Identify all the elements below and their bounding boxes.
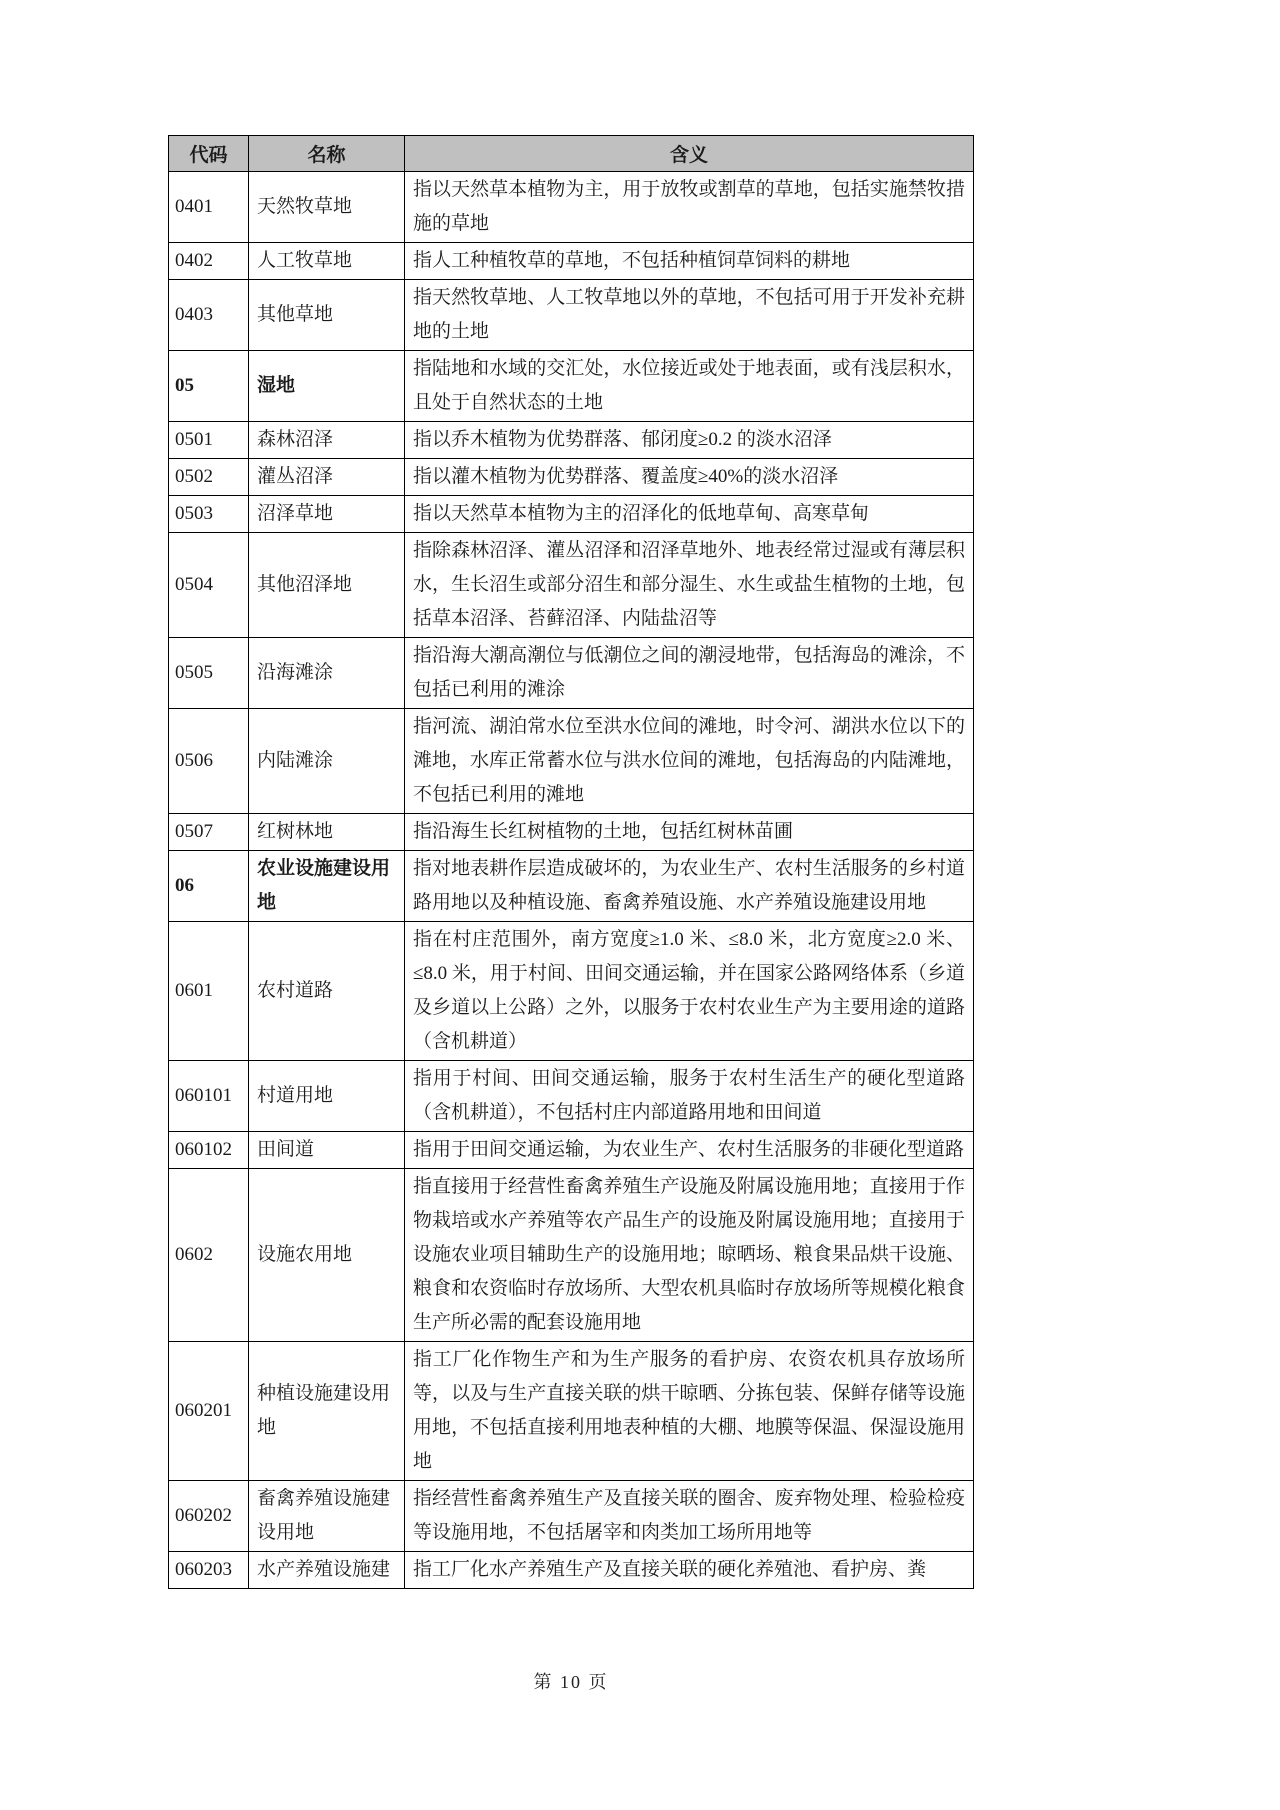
meaning-cell: 指用于村间、田间交通运输，服务于农村生活生产的硬化型道路（含机耕道），不包括村庄内部道路用地和田间道 — [405, 1061, 974, 1132]
table-row — [169, 1061, 974, 1132]
code-cell: 0502 — [169, 459, 249, 496]
table-row — [169, 638, 974, 709]
code-cell: 0506 — [169, 709, 249, 814]
meaning-cell: 指用于田间交通运输，为农业生产、农村生活服务的非硬化型道路 — [405, 1132, 974, 1169]
meaning-cell: 指以天然草本植物为主的沼泽化的低地草甸、高寒草甸 — [405, 496, 974, 533]
table-container — [168, 135, 974, 1589]
name-cell: 灌丛沼泽 — [249, 459, 405, 496]
code-cell: 06 — [169, 851, 249, 922]
name-cell: 人工牧草地 — [249, 243, 405, 280]
meaning-cell: 指河流、湖泊常水位至洪水位间的滩地，时令河、湖洪水位以下的滩地，水库正常蓄水位与洪水位间的滩地，包括海岛的内陆滩地，不包括已利用的滩地 — [405, 709, 974, 814]
name-cell: 种植设施建设用地 — [249, 1342, 405, 1481]
table-row — [169, 709, 974, 814]
meaning-cell: 指天然牧草地、人工牧草地以外的草地，不包括可用于开发补充耕地的土地 — [405, 280, 974, 351]
meaning-cell: 指除森林沼泽、灌丛沼泽和沼泽草地外、地表经常过湿或有薄层积水，生长沼生或部分沼生和部分湿生、水生或盐生植物的土地，包括草本沼泽、苔藓沼泽、内陆盐沼等 — [405, 533, 974, 638]
code-cell: 060202 — [169, 1481, 249, 1552]
meaning-cell: 指经营性畜禽养殖生产及直接关联的圈舍、废弃物处理、检验检疫等设施用地，不包括屠宰和肉类加工场所用地等 — [405, 1481, 974, 1552]
meaning-cell: 指沿海生长红树植物的土地，包括红树林苗圃 — [405, 814, 974, 851]
name-cell: 红树林地 — [249, 814, 405, 851]
code-cell: 0601 — [169, 922, 249, 1061]
name-cell: 村道用地 — [249, 1061, 405, 1132]
name-cell: 畜禽养殖设施建设用地 — [249, 1481, 405, 1552]
meaning-cell: 指沿海大潮高潮位与低潮位之间的潮浸地带，包括海岛的滩涂，不包括已利用的滩涂 — [405, 638, 974, 709]
name-cell: 农村道路 — [249, 922, 405, 1061]
table-row-section — [169, 351, 974, 422]
meaning-cell: 指以乔木植物为优势群落、郁闭度≥0.2 的淡水沼泽 — [405, 422, 974, 459]
meaning-cell: 指以灌木植物为优势群落、覆盖度≥40%的淡水沼泽 — [405, 459, 974, 496]
table-row — [169, 814, 974, 851]
name-cell: 水产养殖设施建 — [249, 1552, 405, 1589]
table-row — [169, 459, 974, 496]
meaning-cell: 指人工种植牧草的草地，不包括种植饲草饲料的耕地 — [405, 243, 974, 280]
page-number: 第 10 页 — [533, 1672, 609, 1692]
code-cell: 0402 — [169, 243, 249, 280]
meaning-cell: 指工厂化水产养殖生产及直接关联的硬化养殖池、看护房、粪 — [405, 1552, 974, 1589]
code-cell: 0507 — [169, 814, 249, 851]
name-cell: 沼泽草地 — [249, 496, 405, 533]
table-row — [169, 922, 974, 1061]
code-cell: 060203 — [169, 1552, 249, 1589]
code-cell: 060201 — [169, 1342, 249, 1481]
column-header-code: 代码 — [169, 136, 249, 172]
meaning-cell: 指对地表耕作层造成破坏的，为农业生产、农村生活服务的乡村道路用地以及种植设施、畜禽养殖设施、水产养殖设施建设用地 — [405, 851, 974, 922]
code-cell: 0401 — [169, 172, 249, 243]
code-cell: 060102 — [169, 1132, 249, 1169]
code-cell: 0503 — [169, 496, 249, 533]
name-cell: 沿海滩涂 — [249, 638, 405, 709]
column-header-name: 名称 — [249, 136, 405, 172]
name-cell: 其他沼泽地 — [249, 533, 405, 638]
meaning-cell: 指陆地和水域的交汇处，水位接近或处于地表面，或有浅层积水，且处于自然状态的土地 — [405, 351, 974, 422]
name-cell: 设施农用地 — [249, 1169, 405, 1342]
table-row — [169, 1481, 974, 1552]
table-row — [169, 280, 974, 351]
name-cell: 内陆滩涂 — [249, 709, 405, 814]
table-row — [169, 1552, 974, 1589]
name-cell: 湿地 — [249, 351, 405, 422]
table-row — [169, 172, 974, 243]
meaning-cell: 指在村庄范围外，南方宽度≥1.0 米、≤8.0 米，北方宽度≥2.0 米、≤8.0 米，用于村间、田间交通运输，并在国家公路网络体系（乡道及乡道以上公路）之外，以服务于农村农业生产为主要用途的道路（含机耕道） — [405, 922, 974, 1061]
column-header-meaning: 含义 — [405, 136, 974, 172]
table-header-row — [169, 136, 974, 172]
name-cell: 森林沼泽 — [249, 422, 405, 459]
table-row — [169, 1132, 974, 1169]
code-cell: 0504 — [169, 533, 249, 638]
table-row — [169, 422, 974, 459]
name-cell: 天然牧草地 — [249, 172, 405, 243]
name-cell: 其他草地 — [249, 280, 405, 351]
meaning-cell: 指直接用于经营性畜禽养殖生产设施及附属设施用地；直接用于作物栽培或水产养殖等农产品生产的设施及附属设施用地；直接用于设施农业项目辅助生产的设施用地；晾晒场、粮食果品烘干设施、粮食和农资临时存放场所、大型农机具临时存放场所等规模化粮食生产所必需的配套设施用地 — [405, 1169, 974, 1342]
table-row — [169, 1342, 974, 1481]
meaning-cell: 指工厂化作物生产和为生产服务的看护房、农资农机具存放场所等，以及与生产直接关联的烘干晾晒、分拣包装、保鲜存储等设施用地，不包括直接利用地表种植的大棚、地膜等保温、保湿设施用地 — [405, 1342, 974, 1481]
code-cell: 0505 — [169, 638, 249, 709]
code-cell: 060101 — [169, 1061, 249, 1132]
table-row — [169, 1169, 974, 1342]
name-cell: 田间道 — [249, 1132, 405, 1169]
code-cell: 05 — [169, 351, 249, 422]
landuse-classification-table — [168, 135, 974, 1589]
code-cell: 0602 — [169, 1169, 249, 1342]
table-row — [169, 243, 974, 280]
code-cell: 0403 — [169, 280, 249, 351]
name-cell: 农业设施建设用地 — [249, 851, 405, 922]
code-cell: 0501 — [169, 422, 249, 459]
table-row — [169, 496, 974, 533]
table-row-section — [169, 851, 974, 922]
meaning-cell: 指以天然草本植物为主，用于放牧或割草的草地，包括实施禁牧措施的草地 — [405, 172, 974, 243]
table-row — [169, 533, 974, 638]
